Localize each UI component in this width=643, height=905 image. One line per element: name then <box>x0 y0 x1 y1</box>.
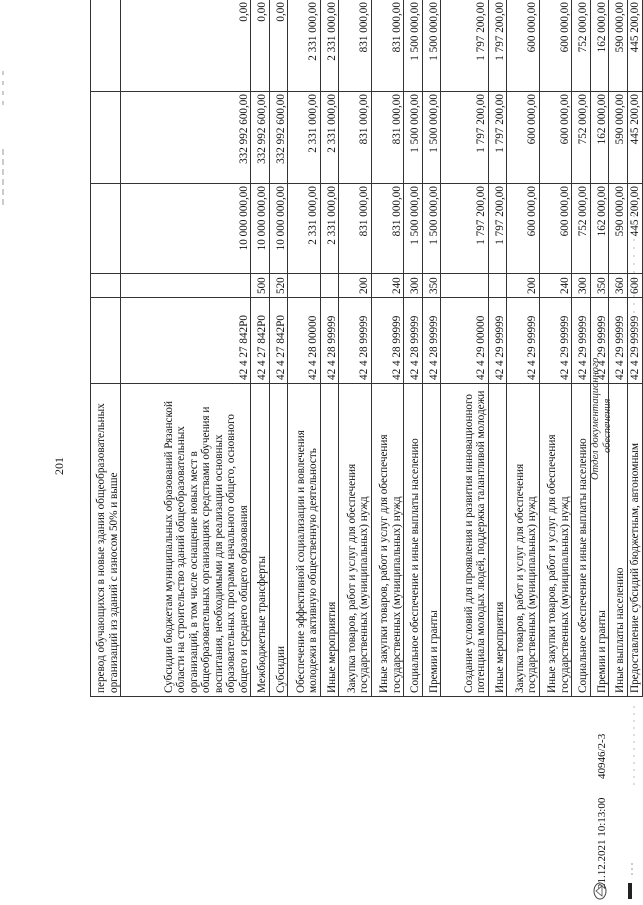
cell-vr <box>441 274 489 298</box>
cell-v3: 600 000,00 <box>539 0 572 92</box>
cell-v3: 162 000,00 <box>590 0 608 92</box>
cell-name: Иные закупки товаров, работ и услуг для обеспечения государственных (муниципальных) нужд <box>371 384 404 697</box>
cell-v1: 1 500 000,00 <box>422 184 440 274</box>
cell-v3: 831 000,00 <box>339 0 372 92</box>
cell-code <box>91 298 121 384</box>
cell-code: 42 4 29 99999 <box>572 298 590 384</box>
cell-v3: 0,00 <box>269 0 287 92</box>
cell-v2: 332 992 600,00 <box>121 92 251 184</box>
cell-v1 <box>91 184 121 274</box>
table-row <box>288 0 321 697</box>
page-number: 201 <box>52 457 66 475</box>
cell-vr <box>320 274 338 298</box>
cell-v2: 1 797 200,00 <box>441 92 489 184</box>
cell-code: 42 4 27 842Р0 <box>121 298 251 384</box>
cell-v1: 2 331 000,00 <box>320 184 338 274</box>
cell-name: Иные закупки товаров, работ и услуг для обеспечения государственных (муниципальных) нужд <box>539 384 572 697</box>
cell-v3: 600 000,00 <box>507 0 540 92</box>
table-row <box>404 0 422 697</box>
cell-v2: 332 992 600,00 <box>269 92 287 184</box>
cell-v3: 1 500 000,00 <box>422 0 440 92</box>
cell-code: 42 4 28 00000 <box>288 298 321 384</box>
cell-code: 42 4 28 99999 <box>339 298 372 384</box>
table-row <box>121 0 251 697</box>
cell-vr: 200 <box>339 274 372 298</box>
cell-name: Закупка товаров, работ и услуг для обеспечения государственных (муниципальных) нужд <box>339 384 372 697</box>
cell-name: Иные мероприятия <box>488 384 506 697</box>
cell-code: 42 4 28 99999 <box>320 298 338 384</box>
cell-code: 42 4 29 99999 <box>627 298 642 384</box>
cell-vr: 350 <box>590 274 608 298</box>
cell-v3: 1 797 200,00 <box>441 0 489 92</box>
cell-name: Межбюджетные трансферты <box>251 384 269 697</box>
cell-v2: 445 200,00 <box>627 92 642 184</box>
cell-v2: 1 797 200,00 <box>488 92 506 184</box>
cell-name: Премии и гранты <box>590 384 608 697</box>
cell-v1: 600 000,00 <box>507 184 540 274</box>
cell-code: 42 4 27 842Р0 <box>251 298 269 384</box>
cell-v2: 600 000,00 <box>539 92 572 184</box>
cell-v1: 590 000,00 <box>609 184 627 274</box>
cell-name: Иные выплаты населению <box>609 384 627 697</box>
cell-vr: 300 <box>404 274 422 298</box>
table-row <box>320 0 338 697</box>
cell-name: Субсидии бюджетам муниципальных образований Рязанской области на строительство зданий общеобразовательных организаций, в том числе оснащение новых мест в общеобразовательных организациях средствами обучения и воспитания, необходимыми для реализации основных образовательных программ начального общего, основного общего и среднего общего образования <box>121 384 251 697</box>
cell-name: Социальное обеспечение и иные выплаты населению <box>404 384 422 697</box>
cell-v3: 2 331 000,00 <box>320 0 338 92</box>
cell-v3: 752 000,00 <box>572 0 590 92</box>
cell-vr: 300 <box>572 274 590 298</box>
cell-vr <box>488 274 506 298</box>
cell-name: перевод обучающихся в новые здания общеобразовательных организаций из зданий с износом 50% и выше <box>91 384 121 697</box>
cell-name: Премии и гранты <box>422 384 440 697</box>
table-row <box>441 0 489 697</box>
cell-v3: 2 331 000,00 <box>288 0 321 92</box>
table-row <box>488 0 506 697</box>
department-stamp-line-1: Отдел документационного <box>590 357 601 480</box>
cell-name: Предоставление субсидий бюджетным, автономным <box>627 384 642 697</box>
cell-name: Социальное обеспечение и иные выплаты населению <box>572 384 590 697</box>
cell-code: 42 4 29 99999 <box>507 298 540 384</box>
table-row <box>572 0 590 697</box>
cell-v2 <box>91 92 121 184</box>
footer-timestamp: 21.12.2021 10:13:00 <box>596 797 608 889</box>
cell-v1: 752 000,00 <box>572 184 590 274</box>
cell-code: 42 4 28 99999 <box>404 298 422 384</box>
cell-name: Создание условий для проявления и развития инновационного потенциала молодых людей, поддержка талантливой молодежи <box>441 384 489 697</box>
table-row <box>251 0 269 697</box>
cell-v2: 2 331 000,00 <box>288 92 321 184</box>
scan-margin-marks <box>606 0 640 905</box>
cell-v2: 590 000,00 <box>609 92 627 184</box>
cell-v3: 831 000,00 <box>371 0 404 92</box>
cell-code: 42 4 28 99999 <box>422 298 440 384</box>
cell-name: Обеспечение эффективной социализации и вовлечения молодежи в активную общественную деятельность <box>288 384 321 697</box>
cell-v1: 600 000,00 <box>539 184 572 274</box>
cell-vr <box>121 274 251 298</box>
cell-v3: 0,00 <box>121 0 251 92</box>
footer-document-id: 40946/2-3 <box>596 733 608 779</box>
scan-edge-marks <box>0 0 10 905</box>
cell-code: 42 4 29 99999 <box>539 298 572 384</box>
table-row <box>339 0 372 697</box>
cell-v3: 1 500 000,00 <box>404 0 422 92</box>
cell-v1: 1 500 000,00 <box>404 184 422 274</box>
table-row <box>422 0 440 697</box>
cell-v2: 2 331 000,00 <box>320 92 338 184</box>
cell-v2: 332 992 600,00 <box>251 92 269 184</box>
cell-v3 <box>91 0 121 92</box>
cell-v1: 1 797 200,00 <box>488 184 506 274</box>
table-row <box>269 0 287 697</box>
cell-vr: 520 <box>269 274 287 298</box>
cell-code: 42 4 29 00000 <box>441 298 489 384</box>
cell-vr <box>288 274 321 298</box>
cell-vr: 360 <box>609 274 627 298</box>
table-row <box>91 0 121 697</box>
cell-v2: 600 000,00 <box>507 92 540 184</box>
cell-code: 42 4 29 99999 <box>488 298 506 384</box>
department-stamp-line-2: обеспечения <box>602 398 613 453</box>
cell-vr <box>91 274 121 298</box>
cell-v3: 1 797 200,00 <box>488 0 506 92</box>
cell-v1: 10 000 000,00 <box>121 184 251 274</box>
cell-v1: 10 000 000,00 <box>251 184 269 274</box>
cell-vr: 350 <box>422 274 440 298</box>
cell-code: 42 4 29 99999 <box>590 298 608 384</box>
table-row <box>371 0 404 697</box>
cell-v2: 162 000,00 <box>590 92 608 184</box>
cell-v3: 590 000,00 <box>609 0 627 92</box>
cell-v1: 831 000,00 <box>339 184 372 274</box>
cell-v3: 445 200,00 <box>627 0 642 92</box>
cell-v2: 1 500 000,00 <box>404 92 422 184</box>
cell-v1: 10 000 000,00 <box>269 184 287 274</box>
cell-v2: 831 000,00 <box>371 92 404 184</box>
cell-v1: 1 797 200,00 <box>441 184 489 274</box>
cell-v1: 831 000,00 <box>371 184 404 274</box>
cell-v1: 445 200,00 <box>627 184 642 274</box>
cell-code: 42 4 28 99999 <box>371 298 404 384</box>
cell-vr: 240 <box>539 274 572 298</box>
cell-name: Субсидии <box>269 384 287 697</box>
table-row <box>539 0 572 697</box>
cell-v2: 831 000,00 <box>339 92 372 184</box>
cell-code: 42 4 29 99999 <box>609 298 627 384</box>
cell-name: Иные мероприятия <box>320 384 338 697</box>
cell-name: Закупка товаров, работ и услуг для обеспечения государственных (муниципальных) нужд <box>507 384 540 697</box>
cell-code: 42 4 27 842Р0 <box>269 298 287 384</box>
budget-table <box>90 0 643 697</box>
cell-v2: 752 000,00 <box>572 92 590 184</box>
cell-v1: 162 000,00 <box>590 184 608 274</box>
cell-vr: 600 <box>627 274 642 298</box>
cell-vr: 200 <box>507 274 540 298</box>
table-row <box>507 0 540 697</box>
cell-v1: 2 331 000,00 <box>288 184 321 274</box>
cell-v3: 0,00 <box>251 0 269 92</box>
cell-vr: 240 <box>371 274 404 298</box>
cell-vr: 500 <box>251 274 269 298</box>
cell-v2: 1 500 000,00 <box>422 92 440 184</box>
